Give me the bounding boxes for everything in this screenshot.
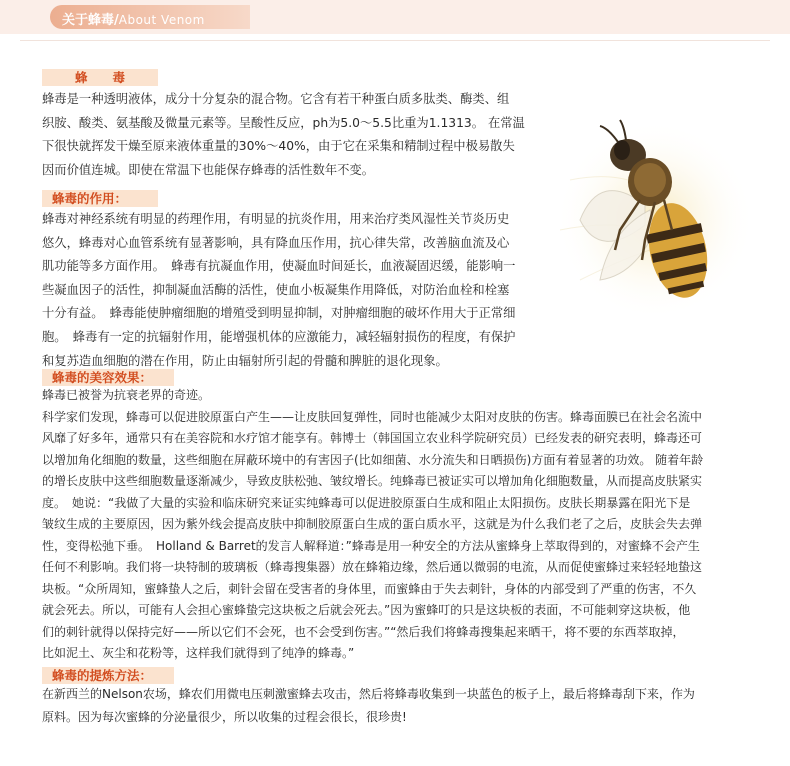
text-line: 任何不利影响。我们将一块特制的玻璃板（蜂毒搜集器）放在蜂箱边缘，然后通以微弱的电流，从而促使蜜蜂过来轻轻地蛰这 [42, 560, 703, 574]
text-line: 性，变得松弛下垂。 Holland & Barret的发言人解释道：”蜂毒是用一种安全的方法从蜜蜂身上萃取得到的，对蜜蜂不会产生 [42, 538, 700, 553]
text-line: 蜂毒已被誉为抗衰老界的奇迹。 [42, 388, 211, 402]
section-body-effects [42, 208, 562, 373]
section-body-beauty [42, 385, 767, 665]
text-line: 原料。因为每次蜜蜂的分泌量很少，所以收集的过程会很长，很珍贵! [42, 710, 407, 724]
text-line: 科学家们发现，蜂毒可以促进胶原蛋白产生——让皮肤回复弹性，同时也能减少太阳对皮肤的伤害。蜂毒面膜已在社会名流中 [42, 409, 703, 424]
text-line: 悠久，蜂毒对心血管系统有显著影响，具有降血压作用，抗心律失常，改善脑血流及心 [42, 235, 510, 250]
section-body-extraction [42, 683, 767, 729]
text-line: 下很快就挥发干燥至原来液体重量的30%～40%，由于它在采集和精制过程中极易散失 [42, 139, 515, 154]
text-line: 蜂毒对神经系统有明显的药理作用，有明显的抗炎作用，用来治疗类风湿性关节炎历史 [42, 212, 510, 226]
header-title-cn: 关于蜂毒/ [62, 13, 119, 28]
text-line: 以增加角化细胞的数量，这些细胞在屏蔽环境中的有害因子(比如细菌、水分流失和日晒损伤)方面有着显著的功效。 随着年龄 [42, 452, 704, 467]
section-body-venom [42, 88, 562, 182]
text-line: 肌功能等多方面作用。 蜂毒有抗凝血作用，使凝血时间延长，血液凝固迟缓，能影响一 [42, 259, 516, 274]
section-heading-venom: 蜂 毒 [42, 69, 158, 86]
section-heading-beauty: 蜂毒的美容效果： [42, 369, 174, 386]
section-heading-effects: 蜂毒的作用： [42, 190, 158, 207]
text-line: 织胺、酸类、氨基酸及微量元素等。呈酸性反应，ph为5.0～5.5比重为1.1313。 在常温 [42, 115, 525, 130]
text-line: 和复苏造血细胞的潜在作用，防止由辐射所引起的骨髓和脾脏的退化现象。 [42, 353, 448, 368]
text-line: 胞。 蜂毒有一定的抗辐射作用，能增强机体的应激能力，减轻辐射损伤的程度，有保护 [42, 329, 516, 344]
text-line: 在新西兰的Nelson农场，蜂农们用微电压刺激蜜蜂去攻击，然后将蜂毒收集到一块蓝色的板子上，最后将蜂毒刮下来，作为 [42, 687, 695, 701]
text-line: 蜂毒是一种透明液体，成分十分复杂的混合物。它含有若干种蛋白质多肽类、酶类、组 [42, 92, 510, 106]
text-line: 的增长皮肤中这些细胞数量逐渐减少，导致皮肤松弛、皱纹增长。纯蜂毒已被证实可以增加角化细胞数量，从而提高皮肤紧实 [42, 474, 703, 488]
text-line: 们的刺针就得以保持完好——所以它们不会死，也不会受到伤害。”“然后我们将蜂毒搜集起来晒干，将不要的东西萃取掉， [42, 624, 685, 639]
top-banner [0, 0, 790, 34]
text-line: 比如泥土、灰尘和花粉等，这样我们就得到了纯净的蜂毒。” [42, 646, 355, 660]
text-line: 风靡了好多年，通常只有在美容院和水疗馆才能享有。韩博士（韩国国立农业科学院研究员）已经发表的研究表明，蜂毒还可 [42, 431, 703, 445]
text-line: 因而价值连城。即使在常温下也能保存蜂毒的活性数年不变。 [42, 162, 375, 177]
section-heading-extraction: 蜂毒的提炼方法： [42, 667, 174, 684]
text-line: 度。 她说：“我做了大量的实验和临床研究来证实纯蜂毒可以促进胶原蛋白生成和阻止太阳损伤。皮肤长期暴露在阳光下是 [42, 495, 691, 510]
text-line: 些凝血因子的活性，抑制凝血活酶的活性，使血小板凝集作用降低，对防治血栓和栓塞 [42, 282, 510, 297]
bee-illustration [560, 110, 790, 340]
header-title-en: About Venom [118, 13, 205, 27]
header-title [62, 9, 205, 28]
text-line: 十分有益。 蜂毒能使肿瘤细胞的增殖受到明显抑制，对肿瘤细胞的破坏作用大于正常细 [42, 306, 516, 321]
text-line: 就会死去。所以，可能有人会担心蜜蜂蛰完这块板之后就会死去。”因为蜜蜂叮的只是这块板的表面，不可能刺穿这块板，他 [42, 603, 691, 617]
divider [20, 40, 770, 41]
text-line: 皱纹生成的主要原因，因为紫外线会提高皮肤中抑制胶原蛋白生成的蛋白质水平，这就是为什么我们老了之后，皮肤会失去弹 [42, 517, 703, 531]
text-line: 块板。“众所周知，蜜蜂蛰人之后，刺针会留在受害者的身体里，而蜜蜂由于失去刺针，身体的内部受到了严重的伤害，不久 [42, 581, 697, 596]
